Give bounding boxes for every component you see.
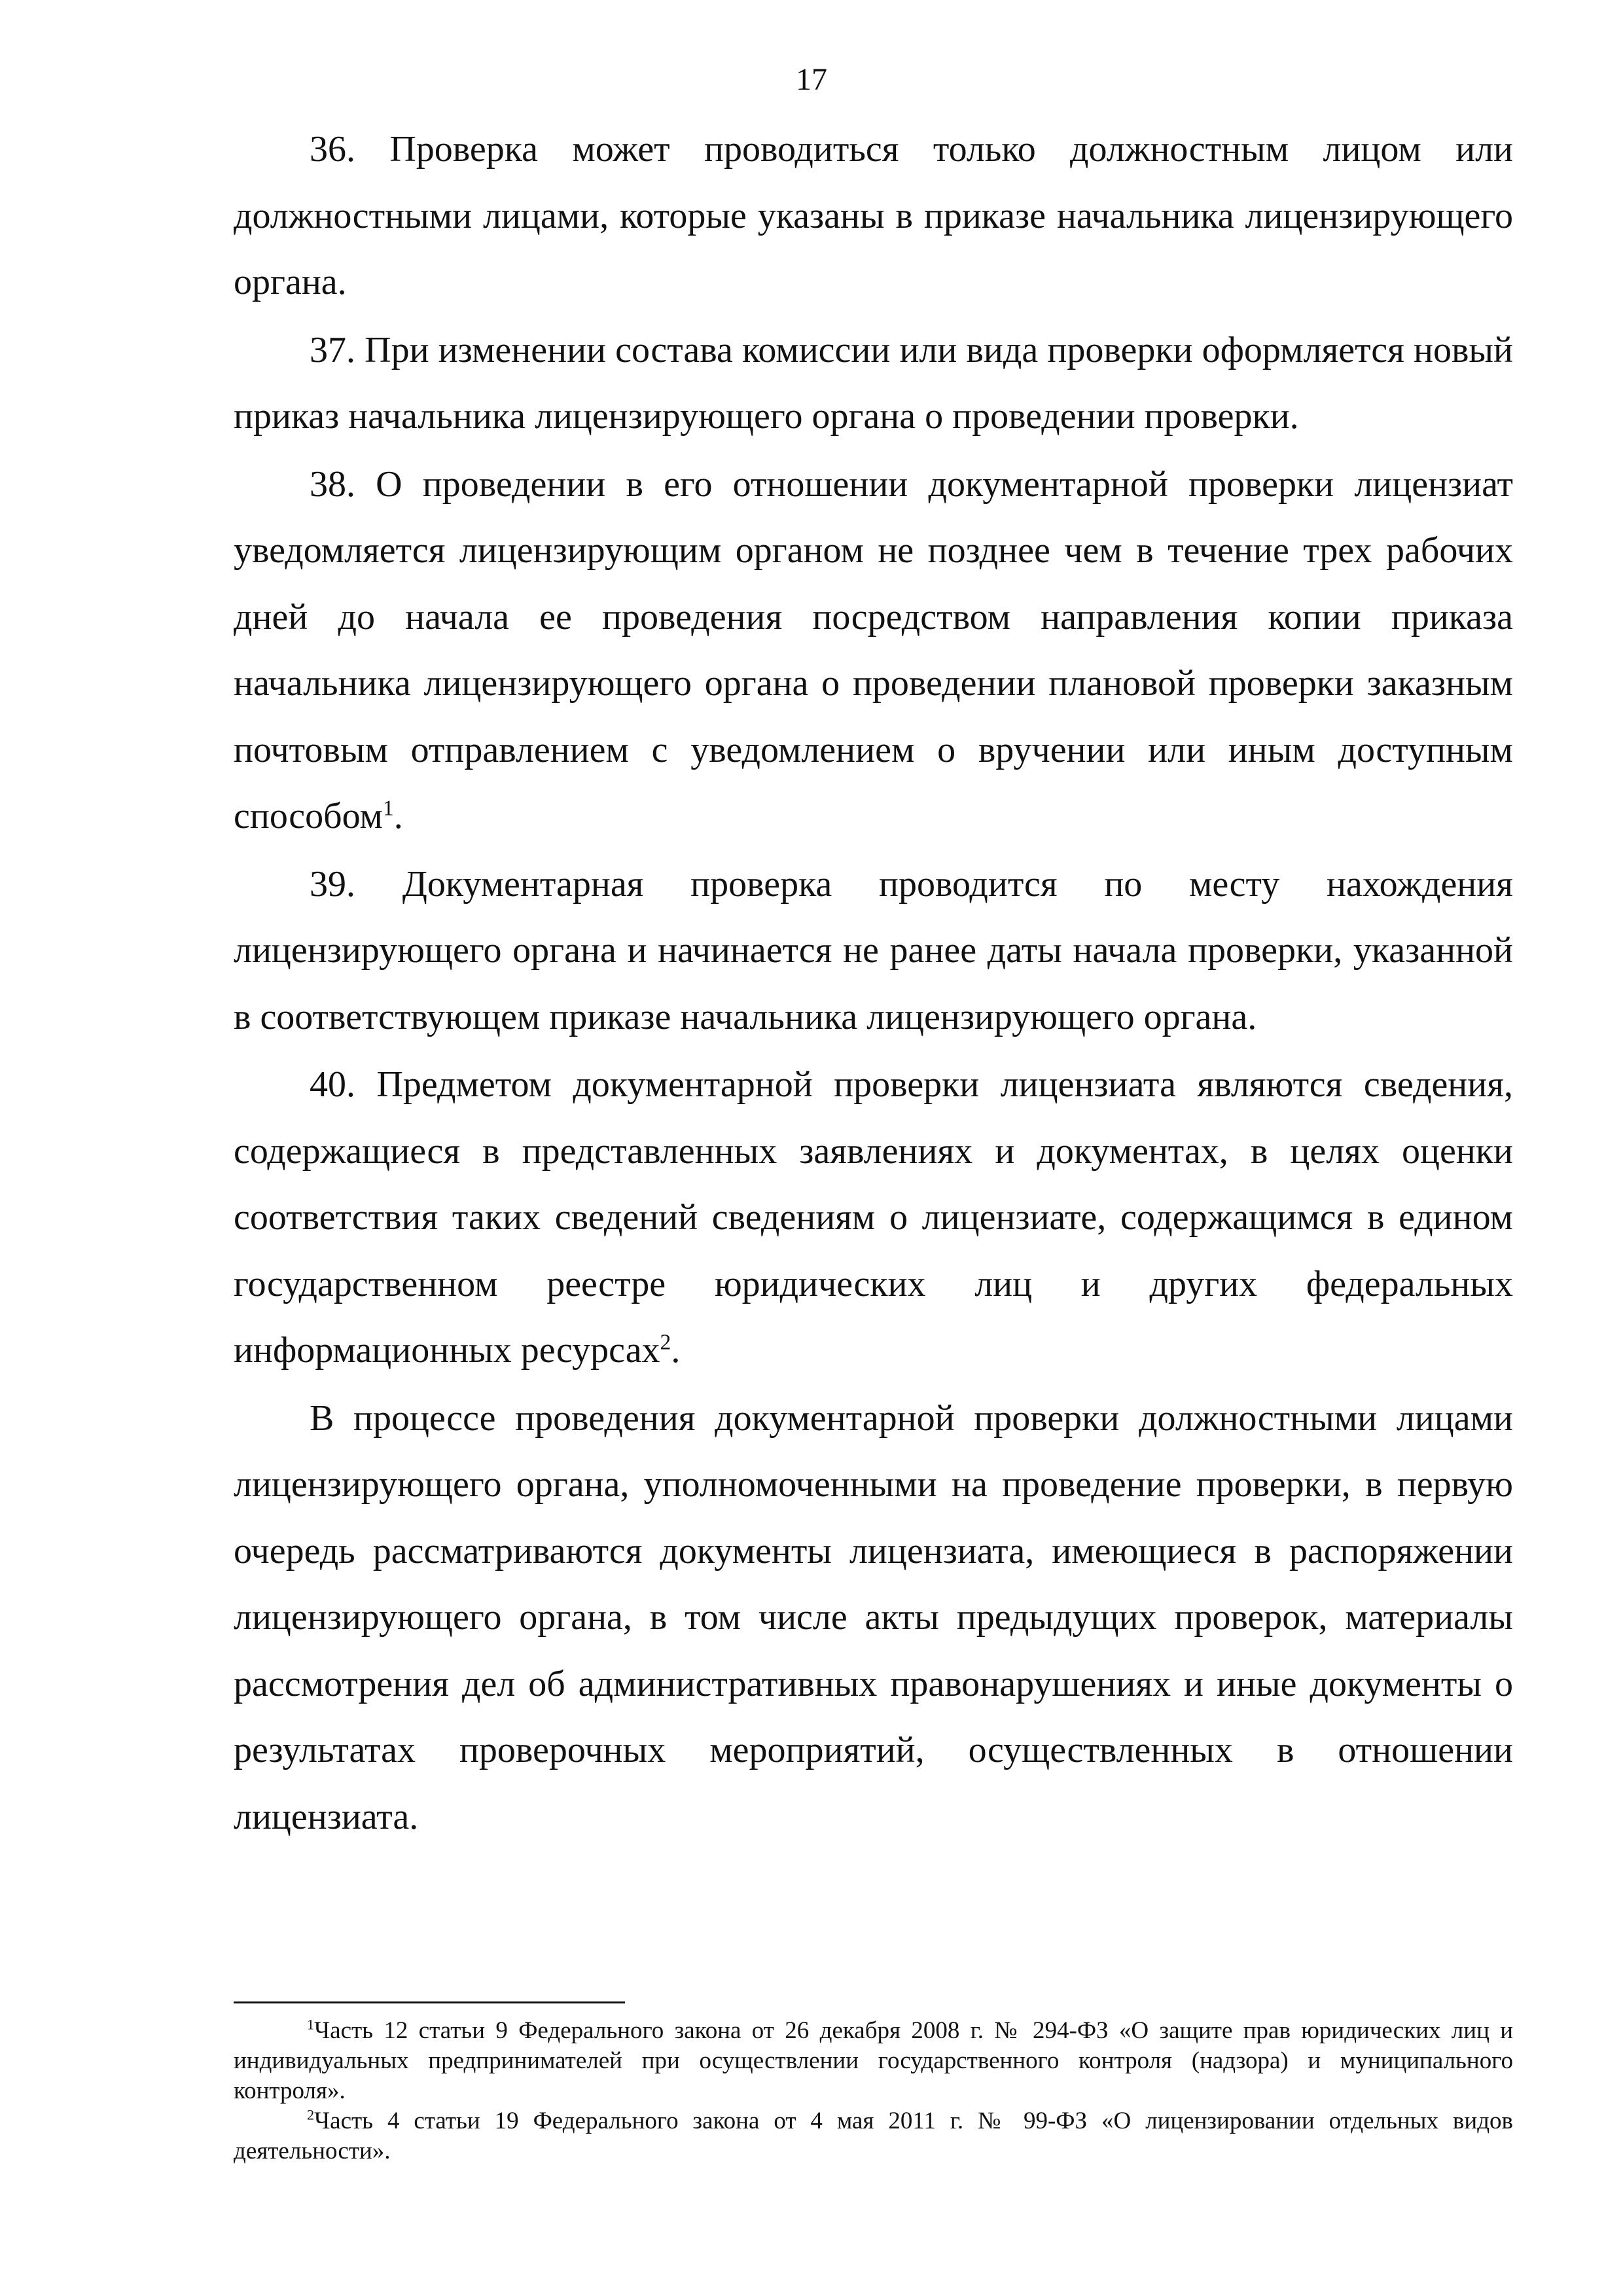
- paragraph-40: [234, 1052, 1513, 1384]
- page-number: 17: [796, 62, 827, 97]
- footnote-reference: 2: [660, 1330, 671, 1355]
- paragraph-text: В процессе проведения документарной проверки должностными лицами лицензирующего органа, уполномоченными на проведение проверки, в первую очередь рассматриваются документы лицензиата, имеющиеся в распоряжении лицензирующего органа, в том числе акты предыдущих проверок, материалы рассмотрения дел об административных правонарушениях и иные документы о результатах проверочных мероприятий, осуществленных в отношении лицензиата.: [234, 1397, 1513, 1837]
- paragraph-text: 37. При изменении состава комиссии или вида проверки оформляется новый приказ начальника лицензирующего органа о проведении проверки.: [234, 329, 1513, 437]
- footnote-text: Часть 12 статьи 9 Федерального закона от 26 декабря 2008 г. № 294-ФЗ «О защите прав юридических лиц и индивидуальных предпринимателей при осуществлении государственного контроля (надзора) и муниципального контроля».: [234, 2017, 1513, 2104]
- footnote-reference: 1: [382, 796, 394, 821]
- paragraph-39: [234, 852, 1513, 1051]
- paragraph-37: [234, 317, 1513, 450]
- footnote-mark: 2: [307, 2106, 315, 2123]
- footnote-text: Часть 4 статьи 19 Федерального закона от 4 мая 2011 г. № 99-ФЗ «О лицензировании отдельных видов деятельности».: [234, 2108, 1513, 2164]
- paragraph-tail: .: [671, 1330, 681, 1371]
- paragraph-36: [234, 117, 1513, 316]
- footnote-1: [234, 2016, 1513, 2106]
- paragraph-text: 40. Предметом документарной проверки лицензиата являются сведения, содержащиеся в представленных заявлениях и документах, в целях оценки соответствия таких сведений сведениям о лицензиате, содержащимся в едином государственном реестре юридических лиц и других федеральных информационных ресурсах: [234, 1064, 1513, 1371]
- document-body: [234, 117, 1513, 1850]
- footnote-mark: 1: [307, 2016, 315, 2033]
- paragraph-documentary-review: [234, 1386, 1513, 1851]
- footnotes: [234, 2016, 1513, 2166]
- paragraph-text: 36. Проверка может проводиться только должностным лицом или должностными лицами, которые указаны в приказе начальника лицензирующего органа.: [234, 129, 1513, 302]
- footnote-separator: [234, 2001, 625, 2003]
- paragraph-38: [234, 452, 1513, 850]
- paragraph-tail: .: [393, 796, 403, 836]
- paragraph-text: 38. О проведении в его отношении документарной проверки лицензиат уведомляется лицензирующим органом не позднее чем в течение трех рабочих дней до начала ее проведения посредством направления копии приказа начальника лицензирующего органа о проведении плановой проверки заказным почтовым отправлением с уведомлением о вручении или иным доступным способом: [234, 463, 1513, 836]
- paragraph-text: 39. Документарная проверка проводится по месту нахождения лицензирующего органа и начинается не ранее даты начала проверки, указанной в соответствующем приказе начальника лицензирующего органа.: [234, 863, 1513, 1037]
- footnote-2: [234, 2106, 1513, 2166]
